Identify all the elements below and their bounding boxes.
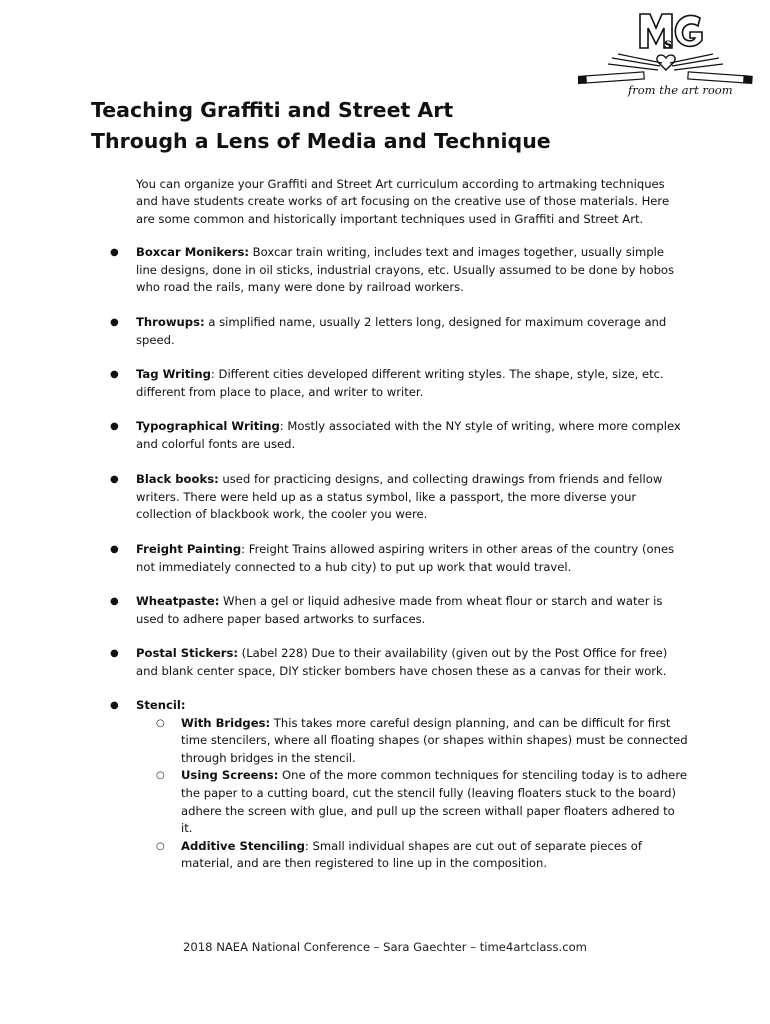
- term: Stencil:: [136, 698, 186, 712]
- list-item-throwups: [110, 314, 688, 349]
- term: Boxcar Monikers:: [136, 245, 249, 259]
- bullet-icon: ●: [110, 700, 119, 711]
- intro-paragraph: You can organize your Graffiti and Street Art curriculum according to artmaking techniques and have students create works of art focusing on the creative use of those materials. Here are some common and historically important techniques used in Graffiti and Street Art.: [136, 177, 670, 226]
- sub-item-additive-stenciling: [136, 838, 688, 873]
- term: Black books:: [136, 472, 219, 486]
- page-footer: 2018 NAEA National Conference – Sara Gaechter – time4artclass.com: [183, 940, 587, 954]
- bullet-icon: ●: [110, 544, 119, 555]
- term: Typographical Writing: [136, 419, 280, 433]
- list-item-black-books: [110, 471, 688, 524]
- description: One of the more common techniques for stenciling today is to adhere the paper to a cutting board, cut the stencil fully (leaving floaters stuck to the board) adhere the screen with glue, and pull up the screen withall paper floaters adhered to it.: [181, 768, 687, 836]
- bullet-icon: ●: [110, 247, 119, 258]
- sub-item-using-screens: [136, 767, 688, 837]
- list-item-postal-stickers: [110, 645, 688, 680]
- circle-bullet-icon: ○: [156, 840, 165, 852]
- list-item-boxcar-monikers: [110, 244, 688, 297]
- term: With Bridges:: [181, 715, 271, 730]
- title-line-2: Through a Lens of Media and Technique: [91, 129, 551, 153]
- term: Using Screens:: [181, 768, 279, 783]
- term: Additive Stenciling: [181, 838, 305, 853]
- description: : Different cities developed different writing styles. The shape, style, size, etc. different from place to place, and writer to writer.: [136, 367, 664, 399]
- bullet-icon: ●: [110, 596, 119, 607]
- term: Postal Stickers:: [136, 646, 238, 660]
- term: Wheatpaste:: [136, 594, 220, 608]
- list-item-wheatpaste: [110, 593, 688, 628]
- description: : Freight Trains allowed aspiring writers in other areas of the country (ones not immediately connected to a hub city) to put up work that would travel.: [136, 542, 675, 574]
- description: Boxcar train writing, includes text and images together, usually simple line designs, done in oil sticks, industrial crayons, etc. Usually assumed to be done by hobos who road the rails, many were done by railroad workers.: [136, 245, 675, 295]
- list-item-typographical-writing: [110, 418, 688, 453]
- list-item-freight-painting: [110, 541, 688, 576]
- logo-caption: from the art room: [628, 83, 733, 97]
- description: : Small individual shapes are cut out of separate pieces of material, and are then registered to line up in the composition.: [181, 838, 642, 871]
- term: Throwups:: [136, 315, 205, 329]
- list-item-stencil: [110, 697, 688, 873]
- term: Freight Painting: [136, 542, 242, 556]
- description: (Label 228) Due to their availability (given out by the Post Office for free) and blank center space, DIY sticker bombers have chosen these as a canvas for their work.: [136, 646, 668, 678]
- bullet-icon: ●: [110, 648, 119, 659]
- description: This takes more careful design planning, and can be difficult for first time stencilers, where all floating shapes (or shapes within shapes) must be connected through bridges in the stencil.: [181, 715, 688, 765]
- circle-bullet-icon: ○: [156, 717, 165, 729]
- description: used for practicing designs, and collecting drawings from friends and fellow writers. There were held up as a status symbol, like a passport, the more diverse your collection of blackbook work, the cooler you were.: [136, 472, 663, 522]
- sub-item-with-bridges: [136, 715, 688, 768]
- bullet-icon: ●: [110, 474, 119, 485]
- svg-text:s: s: [664, 36, 672, 52]
- bullet-icon: ●: [110, 317, 119, 328]
- description: a simplified name, usually 2 letters long, designed for maximum coverage and speed.: [136, 315, 667, 347]
- description: : Mostly associated with the NY style of writing, where more complex and colorful fonts are used.: [136, 419, 681, 451]
- circle-bullet-icon: ○: [156, 770, 165, 782]
- title-line-1: Teaching Graffiti and Street Art: [91, 98, 454, 122]
- description: When a gel or liquid adhesive made from wheat flour or starch and water is used to adhere paper based artworks to surfaces.: [136, 594, 663, 626]
- bullet-icon: ●: [110, 421, 119, 432]
- list-item-tag-writing: [110, 366, 688, 401]
- bullet-icon: ●: [110, 369, 119, 380]
- term: Tag Writing: [136, 367, 211, 381]
- page-title: [91, 95, 551, 157]
